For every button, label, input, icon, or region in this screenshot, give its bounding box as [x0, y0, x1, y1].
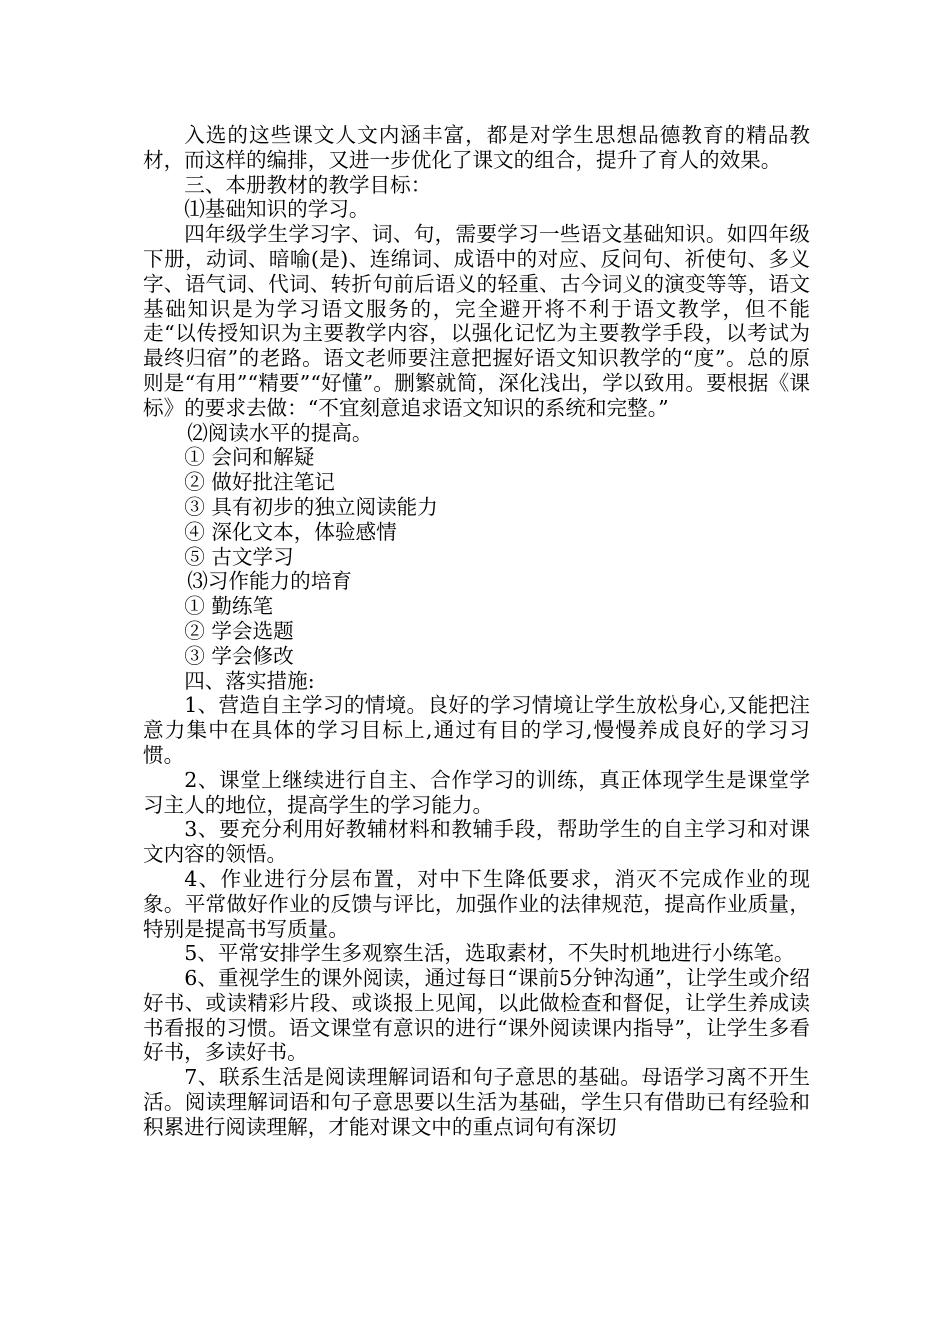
subheading-writing: ⑶习作能力的培育 — [187, 569, 352, 594]
list-item: ③ 学会修改 — [184, 643, 294, 668]
paragraph-intro: 入选的这些课文人文内涵丰富，都是对学生思想品德教育的精品教材，而这样的编排，又进一步优化了课文的组合，提升了育人的效果。 — [143, 123, 810, 172]
measure-paragraph-6: 6、重视学生的课外阅读，通过每日“课前5分钟沟通”，让学生或介绍好书、或读精彩片段、或谈报上见闻，以此做检查和督促，让学生养成读书看报的习惯。语文课堂有意识的进行“课外阅读课内指导”，让学生多看好书，多读好书。 — [143, 966, 810, 1065]
document-page — [143, 123, 810, 1140]
section-heading-3: 三、本册教材的教学目标： — [184, 172, 432, 197]
paragraph-basic-knowledge: 四年级学生学习字、词、句，需要学习一些语文基础知识。如四年级下册，动词、暗喻(是)、连绵词、成语中的对应、反问句、祈使句、多义字、语气词、代词、转折句前后语义的轻重、古今词义的演变等等，语文基础知识是为学习语文服务的，完全避开将不利于语文教学，但不能走“以传授知识为主要教学内容，以强化记忆为主要教学手段，以考试为最终归宿”的老路。语文老师要注意把握好语文知识教学的“度”。总的原则是“有用”“精要”“好懂”。删繁就简，深化浅出，学以致用。要根据《课标》的要求去做：“不宜刻意追求语文知识的系统和完整。” — [143, 222, 810, 420]
list-item: ④ 深化文本，体验感情 — [184, 519, 397, 544]
subheading-basic-knowledge: ⑴基础知识的学习。 — [184, 197, 370, 222]
list-item: ② 学会选题 — [184, 618, 294, 643]
list-item: ① 会问和解疑 — [184, 445, 315, 470]
subheading-reading: ⑵阅读水平的提高。 — [187, 420, 373, 445]
measure-paragraph-4: 4、作业进行分层布置，对中下生降低要求，消灭不完成作业的现象。平常做好作业的反馈与评比，加强作业的法律规范，提高作业质量，特别是提高书写质量。 — [143, 866, 810, 941]
section-heading-4: 四、落实措施: — [184, 668, 315, 693]
list-item: ③ 具有初步的独立阅读能力 — [184, 494, 438, 519]
list-item: ⑤ 古文学习 — [184, 544, 294, 569]
measure-paragraph-2: 2、课堂上继续进行自主、合作学习的训练，真正体现学生是课堂学习主人的地位，提高学生的学习能力。 — [143, 767, 810, 817]
measure-paragraph-1: 1、营造自主学习的情境。良好的学习情境让学生放松身心,又能把注意力集中在具体的学习目标上,通过有目的学习,慢慢养成良好的学习习惯。 — [143, 693, 810, 767]
measure-paragraph-3: 3、要充分利用好教辅材料和教辅手段，帮助学生的自主学习和对课文内容的领悟。 — [143, 817, 810, 867]
list-item: ② 做好批注笔记 — [184, 470, 335, 495]
measure-paragraph-7: 7、联系生活是阅读理解词语和句子意思的基础。母语学习离不开生活。阅读理解词语和句子意思要以生活为基础，学生只有借助已有经验和积累进行阅读理解，才能对课文中的重点词句有深切 — [143, 1065, 810, 1139]
measure-paragraph-5: 5、平常安排学生多观察生活，选取素材，不失时机地进行小练笔。 — [184, 941, 795, 966]
list-item: ① 勤练笔 — [184, 594, 274, 619]
